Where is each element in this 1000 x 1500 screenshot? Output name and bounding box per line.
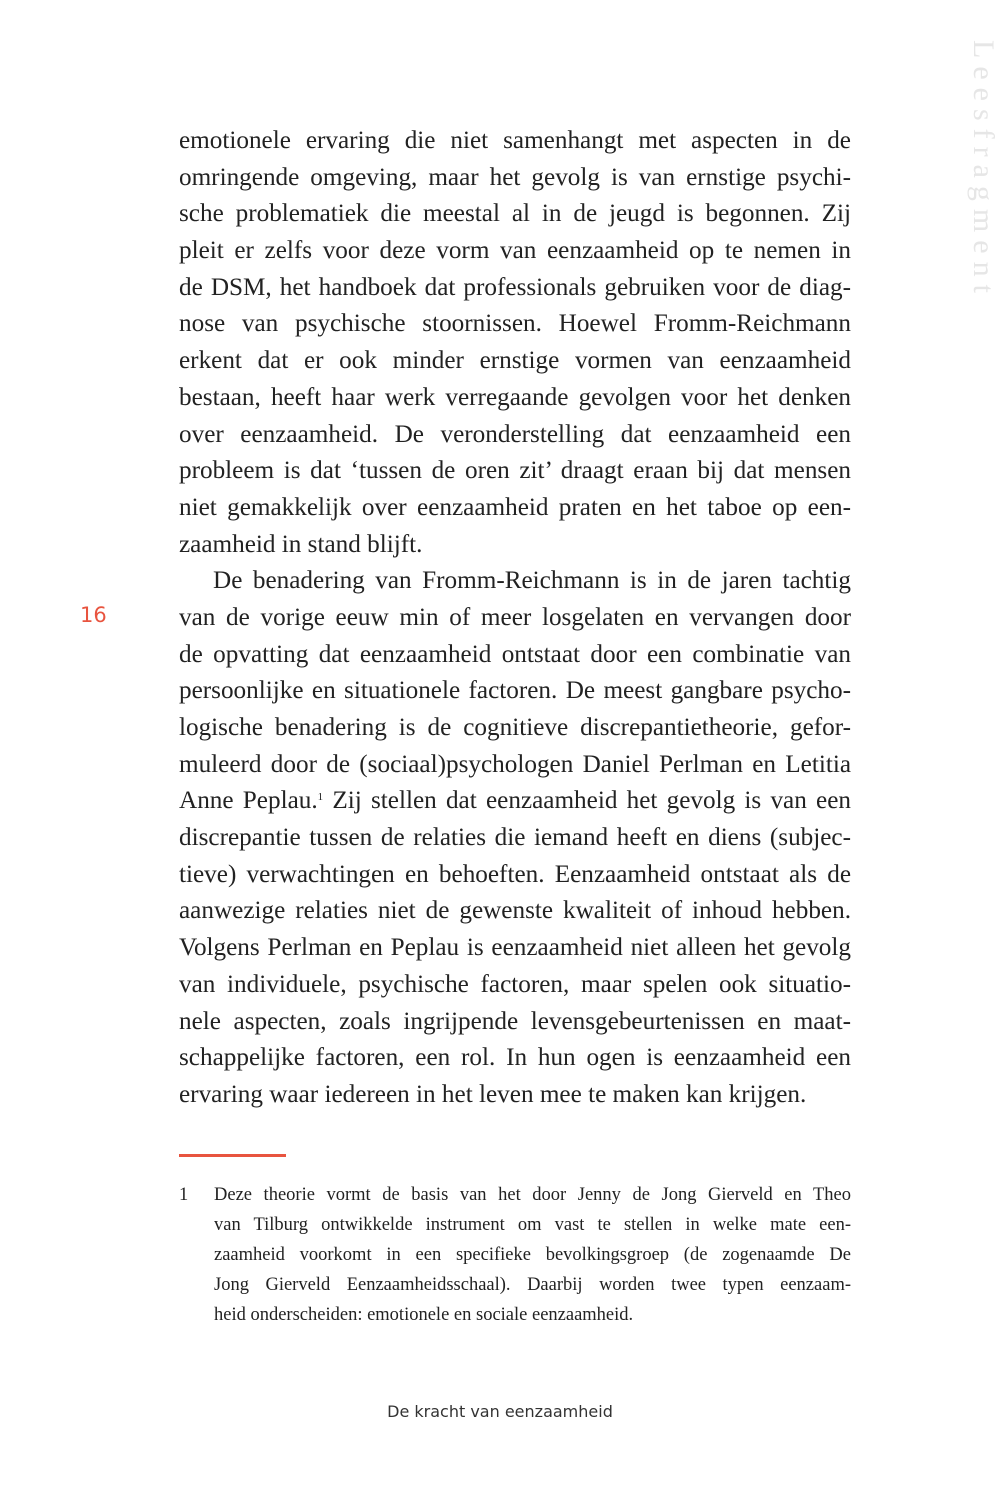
text-line: Volgens Perlman en Peplau is eenzaamheid niet alleen het gevolg: [179, 934, 851, 962]
text-line: over eenzaamheid. De veronderstelling dat eenzaamheid een: [179, 420, 851, 448]
text-line: van individuele, psychische factoren, maar spelen ook situatio-: [179, 970, 851, 998]
text-line: van Tilburg ontwikkelde instrument om vast te stellen in welke mate een-: [214, 1215, 851, 1235]
text-line: sche problematiek die meestal al in de jeugd is begonnen. Zij: [179, 200, 851, 228]
text-line: emotionele ervaring die niet samenhangt met aspecten in de: [179, 127, 851, 154]
text-line: muleerd door de (sociaal)psychologen Daniel Perlman en Letitia: [179, 750, 851, 778]
text-segment: Anne Peplau.: [179, 787, 318, 815]
footnote-number: 1: [179, 1185, 189, 1205]
text-line: bestaan, heeft haar werk verregaande gevolgen voor het denken: [179, 383, 851, 411]
text-line: zaamheid voorkomt in een specifieke bevolkingsgroep (de zogenaamde De: [214, 1245, 851, 1265]
text-segment: Zij stellen dat eenzaamheid het gevolg is van een: [323, 787, 851, 815]
text-line-with-note: [179, 783, 851, 820]
text-line: Deze theorie vormt de basis van het door Jenny de Jong Gierveld en Theo: [214, 1185, 851, 1205]
text-line: ervaring waar iedereen in het leven mee te maken kan krijgen.: [179, 1080, 807, 1108]
page-number: 16: [80, 603, 107, 627]
paragraph-2: [179, 563, 851, 1113]
text-line: tieve) verwachtingen en behoeften. Eenzaamheid ontstaat als de: [179, 860, 851, 888]
text-line: van de vorige eeuw min of meer losgelaten en vervangen door: [179, 603, 851, 631]
text-line: logische benadering is de cognitieve discrepantietheorie, gefor-: [179, 714, 851, 741]
text-line: probleem is dat ‘tussen de oren zit’ draagt eraan bij dat mensen: [179, 457, 851, 485]
watermark: Leesfragment: [967, 40, 1000, 301]
text-line: De benadering van Fromm-Reichmann is in de jaren tachtig: [213, 567, 851, 595]
text-line: pleit er zelfs voor deze vorm van eenzaamheid op te nemen in: [179, 237, 851, 265]
body-text: [179, 123, 851, 1114]
text-line: nose van psychische stoornissen. Hoewel Fromm-Reichmann: [179, 310, 851, 338]
text-line: nele aspecten, zoals ingrijpende levensgebeurtenissen en maat-: [179, 1007, 851, 1035]
text-line: erkent dat er ook minder ernstige vormen van eenzaamheid: [179, 347, 851, 375]
text-line: aanwezige relaties niet de gewenste kwaliteit of inhoud hebben.: [179, 897, 851, 925]
text-line: discrepantie tussen de relaties die iemand heeft en diens (subjec-: [179, 824, 851, 852]
text-line: persoonlijke en situationele factoren. De meest gangbare psycho-: [179, 677, 851, 705]
paragraph-1: [179, 123, 851, 563]
text-line: omringende omgeving, maar het gevolg is van ernstige psychi-: [179, 163, 851, 191]
text-line: niet gemakkelijk over eenzaamheid praten en het taboe op een-: [179, 493, 851, 521]
running-footer: De kracht van eenzaamheid: [387, 1402, 613, 1421]
text-line: schappelijke factoren, een rol. In hun ogen is eenzaamheid een: [179, 1044, 851, 1072]
footnote: [179, 1180, 851, 1330]
text-line: zaamheid in stand blijft.: [179, 530, 423, 558]
text-line: Jong Gierveld Eenzaamheidsschaal). Daarbij worden twee typen eenzaam-: [214, 1275, 851, 1295]
text-line: heid onderscheiden: emotionele en sociale eenzaamheid.: [214, 1305, 634, 1325]
footnote-text: [214, 1180, 851, 1330]
text-line: de opvatting dat eenzaamheid ontstaat door een combinatie van: [179, 640, 851, 668]
footnote-reference[interactable]: 1: [317, 791, 324, 804]
text-line: de DSM, het handboek dat professionals gebruiken voor de diag-: [179, 273, 851, 301]
footnote-divider: [179, 1154, 286, 1157]
